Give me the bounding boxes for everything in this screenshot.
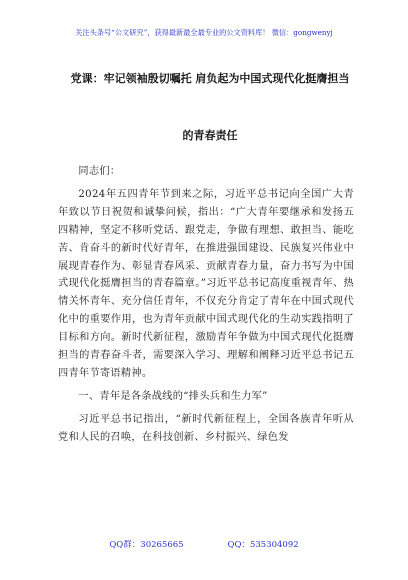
- document-body: [58, 163, 354, 447]
- footer-contact: [0, 538, 408, 550]
- document-title-line-2: 的青春责任: [182, 129, 238, 142]
- footer-qq-number: QQ：535304092: [227, 540, 299, 550]
- paragraph-section-1: 习近平总书记指出，“新时代新征程上，全国各族青年听从党和人民的召唤，在科技创新、乡村振兴、绿色发: [58, 413, 354, 443]
- greeting: 同志们：: [78, 166, 121, 177]
- section-heading: 一、青年是各条战线的“排头兵和生力军”: [78, 390, 268, 402]
- header-promo-note: 关注头条号“公文研究”，获得最新最全最专业的公文资料库！ 微信：gongwenyj: [75, 28, 333, 37]
- footer-qq-group: QQ群：30265665: [109, 540, 184, 550]
- paragraph-intro: 2024年五四青年节到来之际，习近平总书记向全国广大青年致以节日祝贺和诚挚问候，指出：“广大青年要继承和发扬五四精神，坚定不移听党话、跟党走，争做有理想、敢担当、能吃苦、肯奋斗的新时代好青年，在推进强国建设、民族复兴伟业中展现青春作为、彰显青春风采、贡献青春力量，奋力书写为中国式现代化挺膺担当的青春篇章。”习近平总书记高度重视青年、热情关怀青年、充分信任青年，不仅充分肯定了青年在中国式现代化中的重要作用，也为青年贡献中国式现代化的生动实践指明了目标和方向。新时代新征程，激励青年争做为中国式现代化挺膺担当的青春奋斗者，需要深入学习、理解和阐释习近平总书记五四青年节寄语精神。: [58, 188, 354, 379]
- document-title-line-1: 党课：牢记领袖殷切嘱托 肩负起为中国式现代化挺膺担当: [70, 72, 350, 85]
